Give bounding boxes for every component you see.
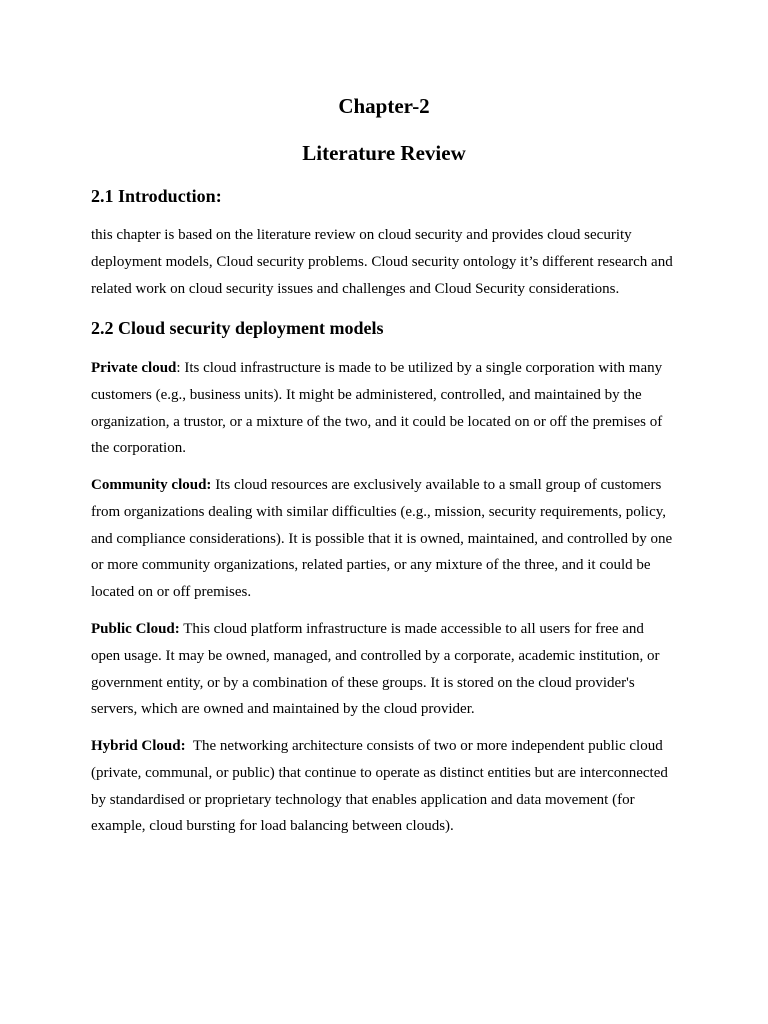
- paragraph-text: : Its cloud infrastructure is made to be utilized by a single corporation with many: [176, 360, 663, 376]
- paragraph-line: this chapter is based on the literature review on cloud security and provides cloud security: [91, 227, 632, 243]
- paragraph-line: deployment models, Cloud security problems. Cloud security ontology it’s different research and: [91, 253, 673, 270]
- introduction-paragraph: [91, 222, 681, 302]
- chapter-title: Chapter-2: [338, 94, 430, 118]
- paragraph-text: Its cloud resources are exclusively available to a small group of customers: [211, 477, 662, 493]
- introduction-heading: 2.1 Introduction:: [91, 186, 222, 206]
- paragraph-line: [91, 733, 681, 760]
- paragraph-line: (private, communal, or public) that continue to operate as distinct entities but are interconnected: [91, 764, 668, 781]
- paragraph-line: [91, 472, 681, 499]
- hybrid-cloud-paragraph: [91, 733, 681, 840]
- paragraph-line: by standardised or proprietary technology that enables application and data movement (for: [91, 791, 635, 808]
- paragraph-line: [91, 616, 681, 643]
- paragraph-line: related work on cloud security issues and challenges and Cloud Security considerations.: [91, 280, 620, 297]
- deployment-models-heading: 2.2 Cloud security deployment models: [91, 318, 384, 338]
- private-cloud-term: Private cloud: [91, 360, 177, 376]
- paragraph-line: government entity, or by a combination of these groups. It is stored on the cloud provider's: [91, 674, 635, 691]
- paragraph-line: open usage. It may be owned, managed, and controlled by a corporate, academic institution, or: [91, 647, 660, 664]
- paragraph-line: customers (e.g., business units). It might be administered, controlled, and maintained by the: [91, 386, 642, 403]
- paragraph-line: located on or off premises.: [91, 584, 252, 601]
- community-cloud-term: Community cloud:: [91, 477, 212, 493]
- paragraph-line: organization, a trustor, or a mixture of the two, and it could be located on or off the premises of: [91, 413, 663, 430]
- paragraph-line: example, cloud bursting for load balancing between clouds).: [91, 818, 454, 835]
- paragraph-line: the corporation.: [91, 440, 186, 457]
- paragraph-line: servers, which are owned and maintained by the cloud provider.: [91, 701, 475, 718]
- paragraph-line: and compliance considerations). It is possible that it is owned, maintained, and controlled by one: [91, 530, 673, 547]
- public-cloud-term: Public Cloud:: [91, 621, 180, 637]
- paragraph-text: This cloud platform infrastructure is made accessible to all users for free and: [179, 621, 644, 637]
- chapter-subtitle: Literature Review: [302, 141, 466, 165]
- hybrid-cloud-term: Hybrid Cloud:: [91, 738, 186, 754]
- paragraph-line: or more community organizations, related parties, or any mixture of the three, and it could be: [91, 557, 651, 574]
- public-cloud-paragraph: [91, 616, 681, 723]
- paragraph-line: [91, 355, 681, 382]
- paragraph-line: from organizations dealing with similar difficulties (e.g., mission, security requirements, policy,: [91, 503, 667, 520]
- paragraph-text: The networking architecture consists of two or more independent public cloud: [185, 738, 663, 754]
- community-cloud-paragraph: [91, 472, 681, 606]
- private-cloud-paragraph: [91, 355, 681, 462]
